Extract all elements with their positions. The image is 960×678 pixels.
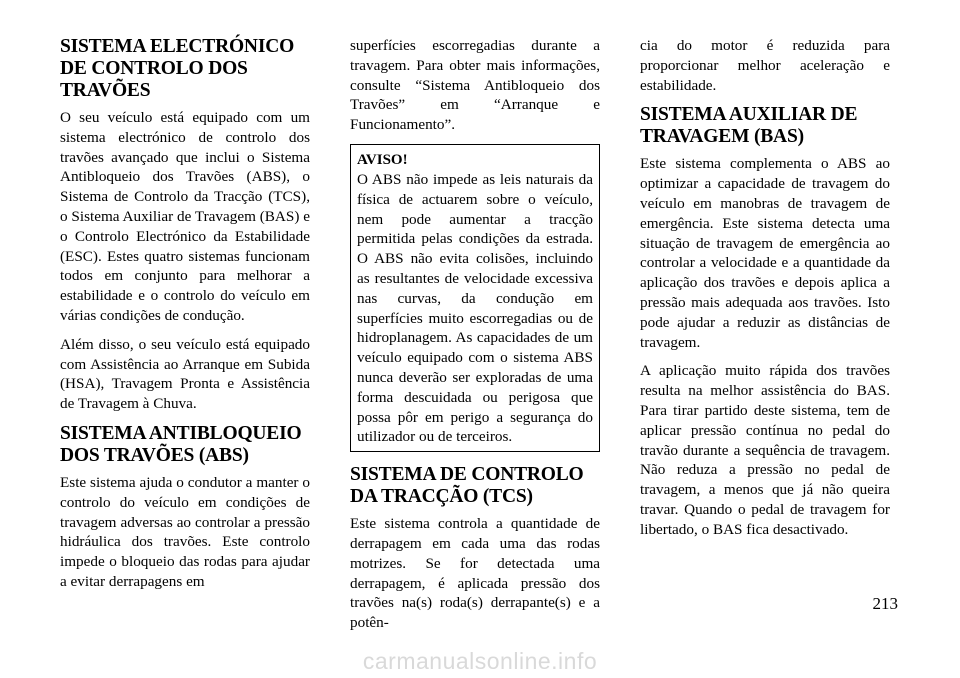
paragraph: cia do motor é reduzida para proporcionar melhor aceleração e estabilidade.	[640, 37, 890, 94]
paragraph: Este sistema controla a quantidade de derrapagem em cada uma das rodas motrizes. Se for detectada uma derrapagem, é aplicada pressão dos travões na(s) roda(s) derrapante(s) e a potên-	[350, 515, 600, 632]
paragraph: Este sistema complementa o ABS ao optimizar a capacidade de travagem do veículo em manobras de travagem de emergência. Este sistema detecta uma situação de travagem de emergência ao controlar a velocidade e a quantidade da aplicação dos travões e depois aplica a pressão mais adequada aos travões. Isto pode ajudar a reduzir as distâncias de travagem.	[640, 155, 890, 351]
paragraph: Além disso, o seu veículo está equipado com Assistência ao Arranque em Subida (HSA), Travagem Pronta e Assistência de Travagem à Chuva.	[60, 335, 310, 413]
paragraph: O seu veículo está equipado com um sistema electrónico de controlo dos travões avançado que inclui o Sistema Antibloqueio dos Travões (ABS), o Sistema de Controlo da Tracção (TCS), o Sistema Auxiliar de Travagem (BAS) e o Controlo Electrónico da Estabilidade (ESC). Estes quatro sistemas funcionam todos em conjunto para melhorar a estabilidade e o controlo do veículo em várias condições de condução.	[60, 109, 310, 324]
column-3	[640, 36, 890, 549]
page-number: 213	[872, 594, 898, 613]
warning-title: AVISO!	[357, 151, 408, 168]
paragraph: superfícies escorregadias durante a travagem. Para obter mais informações, consulte “Sistema Antibloqueio dos Travões” em “Arranque e Funcionamento”.	[350, 37, 600, 134]
paragraph: Este sistema ajuda o condutor a manter o controlo do veículo em condições de travagem adversas ao controlar a pressão hidráulica dos travões. Este controlo impede o bloqueio das rodas para ajudar a evitar derrapagens em	[60, 473, 310, 590]
section-heading-tcs: SISTEMA DE CONTROLO DA TRACÇÃO (TCS)	[350, 464, 584, 508]
watermark: carmanualsonline.info	[362, 648, 598, 674]
warning-box	[350, 144, 600, 452]
section-heading-electronic-brake-control: SISTEMA ELECTRÓNICO DE CONTROLO DOS TRAVÕES	[60, 36, 295, 101]
warning-text: O ABS não impede as leis naturais da física de actuarem sobre o veículo, nem pode aumentar a tracção permitida pelas condições da estrada. O ABS não evita colisões, incluindo as resultantes de velocidade excessiva nas curvas, da condução em superfícies muito escorregadias ou de hidroplanagem. As capacidades de um veículo equipado com o sistema ABS nunca deverão ser exploradas de uma forma descuidada ou perigosa que possa pôr em perigo a segurança do utilizador ou de terceiros.	[357, 170, 593, 446]
paragraph: A aplicação muito rápida dos travões resulta na melhor assistência do BAS. Para tirar partido deste sistema, tem de aplicar pressão contínua no pedal do travão durante a sequência de travagem. Não reduza a pressão no pedal de travagem, a menos que já não queira travar. Quando o pedal de travagem for libertado, o BAS fica desactivado.	[640, 362, 890, 538]
column-2	[350, 36, 600, 642]
section-heading-bas: SISTEMA AUXILIAR DE TRAVAGEM (BAS)	[640, 104, 858, 148]
column-1	[60, 36, 310, 601]
section-heading-abs: SISTEMA ANTIBLOQUEIO DOS TRAVÕES (ABS)	[60, 422, 302, 466]
